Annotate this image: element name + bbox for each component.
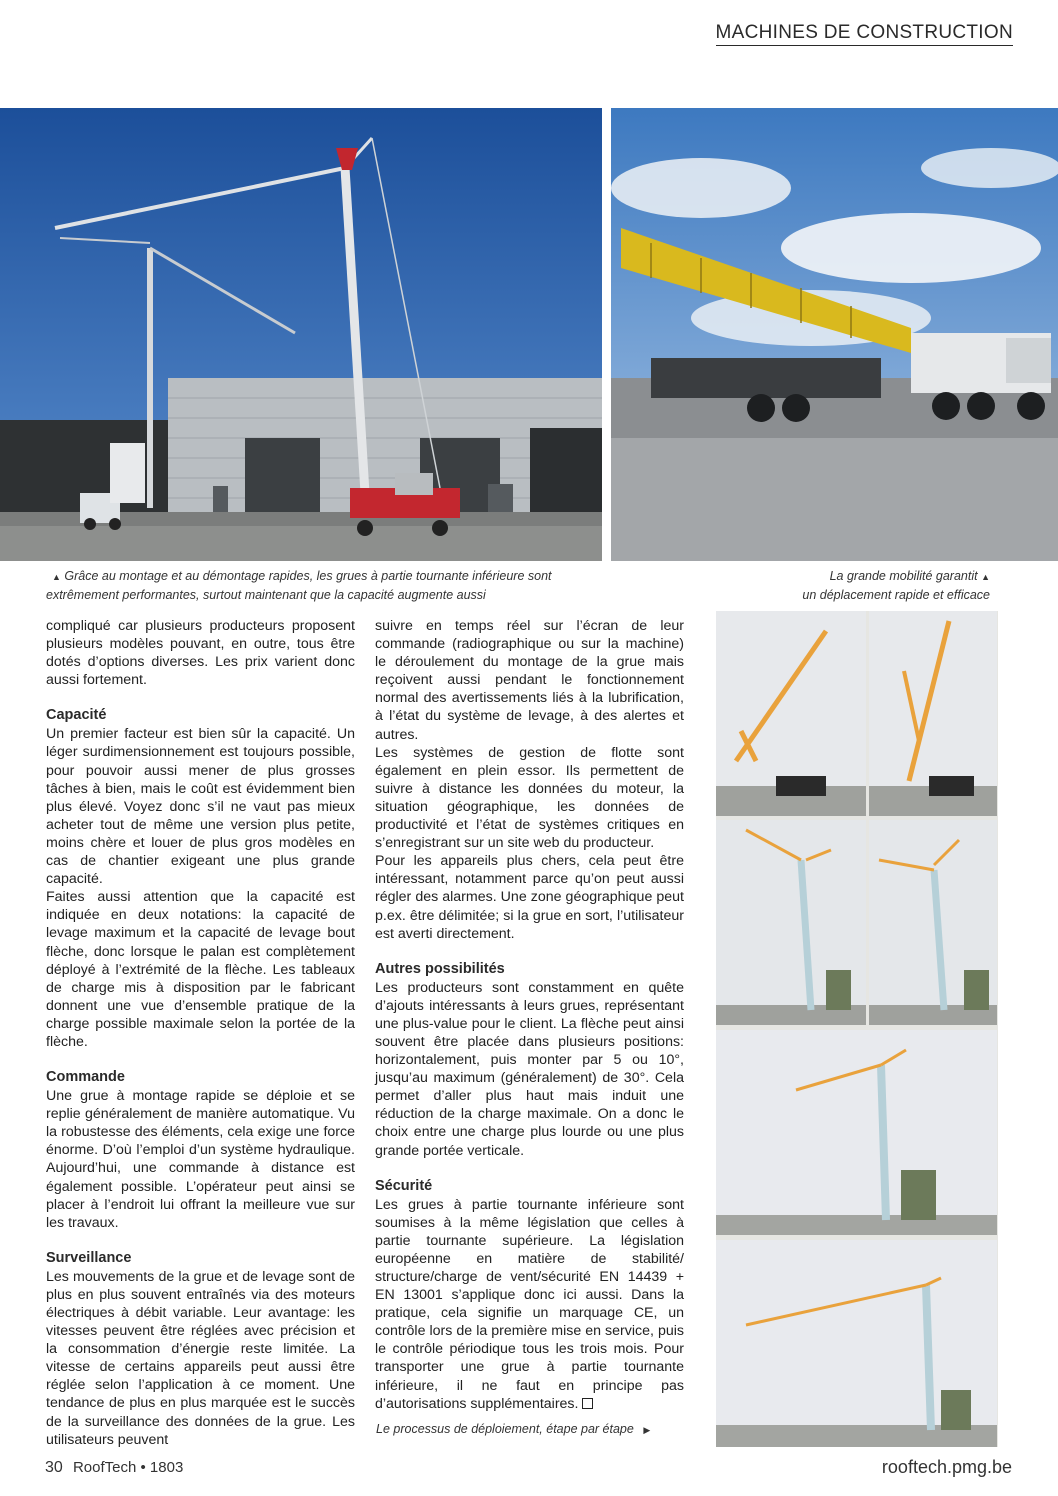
capacite-paragraph-1: Un premier facteur est bien sûr la capacité. Un léger surdimensionnement est toujours possible, pour pouvoir aussi mener de plus grosses tâches à bien, mais le coût est évidemment bien plus élevé. Voyez donc s’il ne vaut pas mieux acheter tout de même une version plus petite, moins chère et louer de plus gros modèles en cas de chantier exigeant une plus grande capacité. — [46, 726, 355, 888]
end-square-icon — [582, 1398, 593, 1409]
caption-right — [802, 567, 990, 604]
heading-capacite: Capacité — [46, 707, 107, 724]
securite-text: Les grues à partie tournante inférieure sont soumises à la même législation que celles à partie tournante supérieure. La législation européenne en matière de stabilité/ structure/charge de vent/sécurité EN 14439 + EN 13001 s’applique donc ici aussi. Dans la pratique, cela signifie un marquage CE, un contrôle lors de la première mise en service, puis le contrôle périodique tous les trois mois. Pour transporter une grue à partie tournante inférieure, il ne faut en principe pas d’autorisations supplémentaires. — [375, 1196, 684, 1412]
article-column-2 — [375, 617, 684, 1413]
triangle-up-icon: ▲ — [52, 572, 61, 582]
col2-paragraph-2: Les systèmes de gestion de flotte sont également en plein essor. Ils permettent de suivre à distance les données du moteur, la situation géographique, les données de productivité et l’état de systèmes critiques en s’enregistrant sur un site web du producteur. — [375, 744, 684, 852]
caption-left — [46, 567, 591, 604]
article-column-1 — [46, 617, 355, 1449]
heading-securite: Sécurité — [375, 1177, 433, 1194]
col1-intro: compliqué car plusieurs producteurs proposent plusieurs modèles pouvant, en outre, tous être dotés d’options diverses. Les prix varient donc aussi fortement. — [46, 618, 355, 689]
autres-paragraph: Les producteurs sont constamment en quête d’ajouts intéressants à leurs grues, représentant une plus-value pour le client. La flèche peut ainsi souvent être placée dans plusieurs positions: horizontalement, puis monter par 5 ou 10°, jusqu’au maximum (généralement) de 30°. Cela permet d’aller plus haut mais induit une réduction de la charge maximale. On a donc le choix entre une charge plus lourde ou une plus grande portée verticale. — [375, 979, 684, 1159]
step-photo-1 — [716, 611, 866, 816]
step-photo-5 — [716, 1030, 997, 1235]
triangle-right-icon: ▶ — [643, 1425, 651, 1435]
surveillance-paragraph: Les mouvements de la grue et de levage sont de plus en plus souvent entraînés via des moteurs électriques à débit variable. Leur avantage: les vitesses peuvent être réglées avec précision et la consommation d’énergie reste limitée. La vitesse de certains appareils peut aussi être réglée selon l’application à ce moment. Une tendance de plus en plus marquée est le succès de la surveillance des données de la grue. Les utilisateurs peuvent — [46, 1268, 355, 1448]
col2-intro: suivre en temps réel sur l’écran de leur commande (radiographique ou sur la machine) le déroulement du montage de la grue mais reçoivent aussi pendant le fonctionnement normal des avertissements liés à la lubrification, à l’état du système de levage, à des alertes et autres. — [375, 618, 684, 743]
page-number: 30 — [45, 1459, 63, 1476]
magazine-issue: RoofTech • 1803 — [72, 1459, 184, 1476]
step-photo-2 — [869, 611, 997, 816]
heading-commande: Commande — [46, 1069, 125, 1086]
caption-right-line2: un déplacement rapide et efficace — [802, 588, 990, 602]
capacite-paragraph-2: Faites aussi attention que la capacité est indiquée en deux notations: la capacité de levage maximum et la capacité de levage bout flèche, donc lorsque le palan est complètement déployé à l’extrémité de la flèche. Les tableaux de charge mis à disposition par le fabricant donnent une vue d’ensemble pratique de la charge possible maximale selon la portée de la flèche. — [46, 889, 355, 1050]
section-title: MACHINES DE CONSTRUCTION — [716, 22, 1014, 46]
caption-left-text: Grâce au montage et au démontage rapides, les grues à partie tournante inférieure sont extrêmement performantes, surtout maintenant que la capacité augmente aussi — [46, 569, 552, 602]
caption-right-line1: La grande mobilité garantit — [829, 569, 978, 583]
caption-steps-text: Le processus de déploiement, étape par étape — [376, 1422, 634, 1436]
step-photo-3 — [716, 820, 866, 1025]
photo-crane-warehouse — [0, 108, 602, 561]
triangle-up-icon: ▲ — [981, 572, 990, 582]
col2-paragraph-3: Pour les appareils plus chers, cela peut être intéressant, notamment parce qu’on peut aussi régler des alarmes. Une zone géographique peut p.ex. être délimitée; si la grue en sort, l’utilisateur est averti directement. — [375, 853, 684, 942]
commande-paragraph: Une grue à montage rapide se déploie et se replie généralement de manière automatique. Vu la robustesse des éléments, cela exige une force énorme. D’où l’emploi d’un système hydraulique. Aujourd’hui, une commande à distance est également possible. L’opérateur peut ainsi se placer à l’endroit lui offrant la meilleure vue sur les travaux. — [46, 1088, 355, 1231]
caption-steps — [376, 1420, 650, 1439]
step-photo-4 — [869, 820, 997, 1025]
securite-paragraph — [375, 1196, 684, 1413]
footer-website-link[interactable]: rooftech.pmg.be — [881, 1457, 1012, 1477]
heading-autres-possibilites: Autres possibilités — [375, 960, 505, 977]
photo-crane-transport — [611, 108, 1058, 561]
footer-publication — [45, 1459, 183, 1477]
heading-surveillance: Surveillance — [46, 1249, 132, 1266]
step-photo-6 — [716, 1240, 997, 1447]
